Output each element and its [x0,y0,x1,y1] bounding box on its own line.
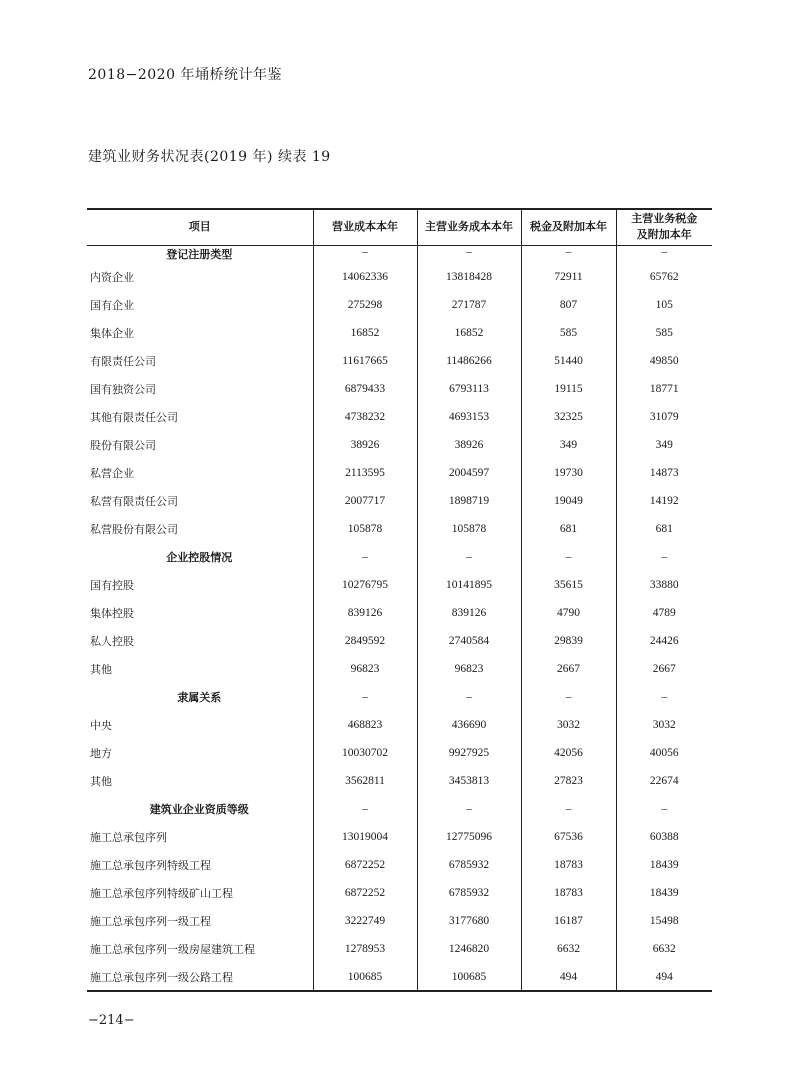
table-cell: 11486266 [417,347,521,375]
table-cell: 10030702 [313,739,417,767]
table-cell: 29839 [521,627,616,655]
table-cell: 4789 [616,599,712,627]
table-row [87,403,712,431]
table-cell: – [521,245,616,263]
section-row [87,795,712,823]
financial-table [87,208,712,992]
table-cell: 349 [616,431,712,459]
table-row [87,459,712,487]
row-label: 中央 [90,719,112,732]
table-row [87,907,712,935]
row-label: 集体企业 [90,327,134,340]
section-label: 企业控股情况 [166,551,233,564]
table-cell: 436690 [417,711,521,739]
table-cell: – [521,683,616,711]
table-cell: 3032 [521,711,616,739]
table-cell: 6879433 [313,375,417,403]
table-row [87,487,712,515]
table-cell: 2113595 [313,459,417,487]
header-row [87,209,712,245]
row-label: 股份有限公司 [90,439,156,452]
row-label: 内资企业 [90,271,134,284]
table-cell: 14873 [616,459,712,487]
table-cell: 1898719 [417,487,521,515]
row-label: 施工总承包序列一级公路工程 [90,970,233,984]
table-cell: 4790 [521,599,616,627]
table-cell: 12775096 [417,823,521,851]
column-header: 税金及附加本年 [521,209,616,245]
table-cell: 6632 [521,935,616,963]
table-cell: 96823 [417,655,521,683]
table-cell: 22674 [616,767,712,795]
table-cell: 51440 [521,347,616,375]
table-cell: 38926 [313,431,417,459]
table-cell: 494 [616,963,712,991]
running-head: 2018−2020 年埇桥统计年鉴 [88,67,282,83]
row-label: 施工总承包序列特级工程 [90,859,211,872]
row-label: 施工总承包序列特级矿山工程 [90,887,233,900]
table-row [87,879,712,907]
table-cell: – [417,683,521,711]
section-label: 登记注册类型 [166,247,233,261]
table-body [87,245,712,991]
table-cell: 2004597 [417,459,521,487]
table-cell: 14192 [616,487,712,515]
table-cell: 42056 [521,739,616,767]
table-cell: 3453813 [417,767,521,795]
table-cell: – [616,245,712,263]
table-cell: 31079 [616,403,712,431]
table-row [87,319,712,347]
table-cell: 2667 [521,655,616,683]
table-cell: – [521,543,616,571]
table-cell: 67536 [521,823,616,851]
column-header: 主营业务成本本年 [417,209,521,245]
table-cell: 40056 [616,739,712,767]
table-cell: 100685 [417,963,521,991]
table-cell: 6785932 [417,879,521,907]
column-header: 营业成本本年 [313,209,417,245]
table-cell: 65762 [616,263,712,291]
table-row [87,291,712,319]
table-cell: 839126 [417,599,521,627]
table-cell: 4693153 [417,403,521,431]
table-cell: 35615 [521,571,616,599]
table-cell: 72911 [521,263,616,291]
table-cell: 6872252 [313,851,417,879]
table-cell: – [313,683,417,711]
table-cell: 6785932 [417,851,521,879]
table-cell: 349 [521,431,616,459]
table-row [87,963,712,991]
table-cell: 6793113 [417,375,521,403]
row-label: 私人控股 [90,635,134,648]
table-cell: – [313,795,417,823]
table-cell: 105878 [417,515,521,543]
table-row [87,263,712,291]
table-row [87,375,712,403]
table-row [87,851,712,879]
table-cell: 49850 [616,347,712,375]
table-cell: 6872252 [313,879,417,907]
row-label: 国有企业 [90,299,134,312]
table-cell: 19730 [521,459,616,487]
table-cell: 15498 [616,907,712,935]
table-cell: – [521,795,616,823]
table-cell: 468823 [313,711,417,739]
table-cell: 3032 [616,711,712,739]
table-row [87,935,712,963]
table-cell: 14062336 [313,263,417,291]
table-cell: 585 [616,319,712,347]
table-cell: – [616,543,712,571]
table-cell: – [616,795,712,823]
table-cell: 32325 [521,403,616,431]
table-cell: 18439 [616,879,712,907]
table-cell: 13818428 [417,263,521,291]
table-row [87,515,712,543]
table-cell: 6632 [616,935,712,963]
table-cell: 19115 [521,375,616,403]
table-cell: 105 [616,291,712,319]
table-cell: – [313,245,417,263]
row-label: 其他 [90,775,112,788]
table-cell: 16187 [521,907,616,935]
table-cell: 3177680 [417,907,521,935]
row-label: 私营有限责任公司 [90,495,178,508]
table-cell: 2007717 [313,487,417,515]
table-cell: 1278953 [313,935,417,963]
section-row [87,245,712,263]
row-label: 施工总承包序列一级房屋建筑工程 [90,943,255,956]
row-label: 其他 [90,663,112,676]
table-cell: 18783 [521,879,616,907]
table-cell: 27823 [521,767,616,795]
table-cell: – [313,543,417,571]
section-label: 隶属关系 [177,691,222,704]
table-cell: – [616,683,712,711]
table-cell: 494 [521,963,616,991]
table-cell: 16852 [417,319,521,347]
row-label: 有限责任公司 [90,355,156,368]
table-cell: 271787 [417,291,521,319]
table-row [87,347,712,375]
table-cell: 11617665 [313,347,417,375]
table-row [87,655,712,683]
row-label: 国有独资公司 [90,383,156,396]
table-cell: 100685 [313,963,417,991]
table-cell: 2667 [616,655,712,683]
table-cell: 18783 [521,851,616,879]
table-cell: 807 [521,291,616,319]
table-cell: 10276795 [313,571,417,599]
table-title: 建筑业财务状况表(2019 年) 续表 19 [88,149,331,165]
table-cell: – [417,245,521,263]
table-row [87,599,712,627]
table-cell: 1246820 [417,935,521,963]
table-cell: 38926 [417,431,521,459]
table-cell: 681 [521,515,616,543]
table-cell: 3222749 [313,907,417,935]
row-label: 集体控股 [90,607,134,620]
table-cell: 3562811 [313,767,417,795]
table-cell: 96823 [313,655,417,683]
table-cell: 4738232 [313,403,417,431]
table-cell: 24426 [616,627,712,655]
table-row [87,739,712,767]
section-row [87,683,712,711]
row-label: 其他有限责任公司 [90,411,178,424]
table-cell: 105878 [313,515,417,543]
table-row [87,767,712,795]
page-number: −214− [88,1013,135,1028]
table-cell: 19049 [521,487,616,515]
table-cell: 585 [521,319,616,347]
table-cell: – [417,795,521,823]
table-row [87,571,712,599]
table-cell: 9927925 [417,739,521,767]
row-label: 施工总承包序列 [90,831,167,844]
table-cell: 839126 [313,599,417,627]
table-cell: 2849592 [313,627,417,655]
table-cell: 13019004 [313,823,417,851]
table-cell: 2740584 [417,627,521,655]
table-cell: 33880 [616,571,712,599]
column-header: 主营业务税金及附加本年 [616,209,712,245]
row-label: 国有控股 [90,579,134,592]
table-cell: 681 [616,515,712,543]
row-label: 施工总承包序列一级工程 [90,915,211,928]
table-row [87,627,712,655]
table-cell: – [417,543,521,571]
table-cell: 16852 [313,319,417,347]
table-row [87,711,712,739]
table-row [87,431,712,459]
row-label: 私营企业 [90,467,134,480]
section-label: 建筑业企业资质等级 [149,803,249,816]
table-cell: 18771 [616,375,712,403]
table-cell: 10141895 [417,571,521,599]
section-row [87,543,712,571]
table-cell: 18439 [616,851,712,879]
data-table [87,208,712,992]
table-row [87,823,712,851]
table-cell: 60388 [616,823,712,851]
row-label: 地方 [90,747,112,760]
column-header: 项目 [87,209,313,245]
table-cell: 275298 [313,291,417,319]
row-label: 私营股份有限公司 [90,523,178,536]
